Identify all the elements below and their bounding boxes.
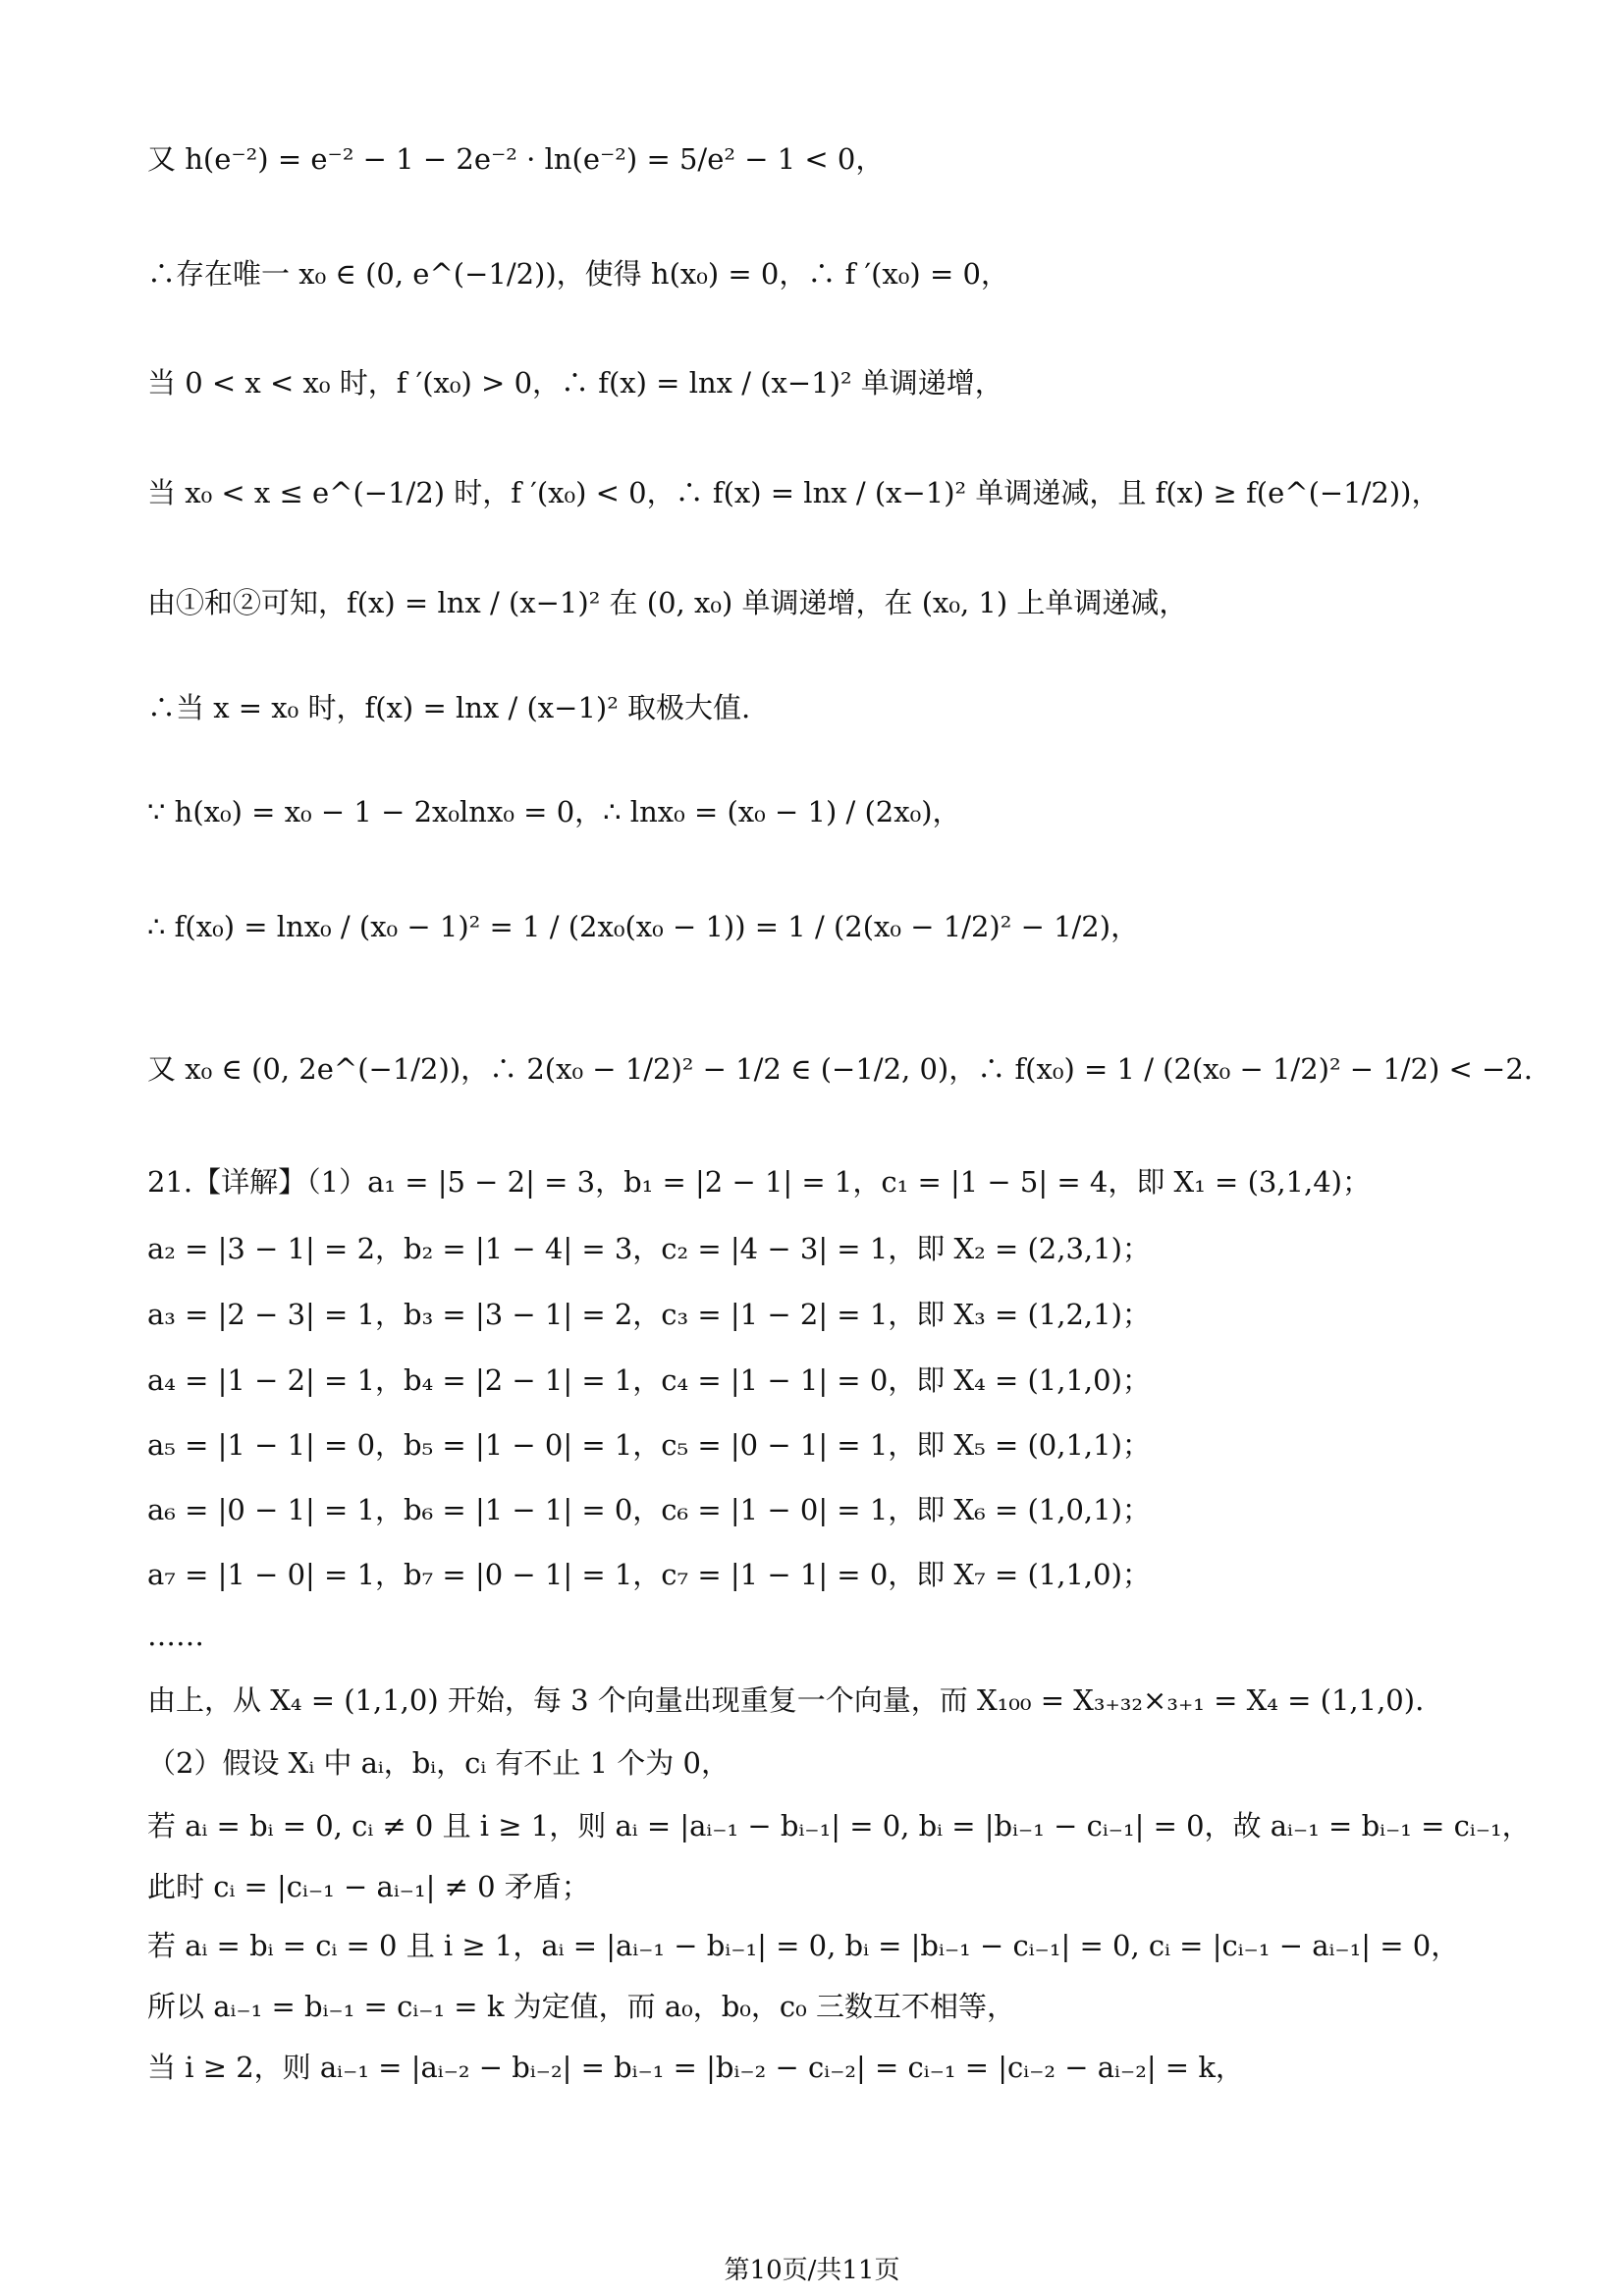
solution-line: 由①和②可知，f(x) = lnx / (x−1)² 在 (0, x₀) 单调递增，在 (x₀, 1) 上单调递减， [147,586,1188,619]
solution-line: 由上，从 X₄ = (1,1,0) 开始，每 3 个向量出现重复一个向量，而 X₁₀₀ = X₃₊₃₂×₃₊₁ = X₄ = (1,1,0). [147,1683,1425,1717]
solution-line: ∵ h(x₀) = x₀ − 1 − 2x₀lnx₀ = 0，∴ lnx₀ = (x₀ − 1) / (2x₀)， [147,795,961,828]
ellipsis-line: …… [147,1619,204,1652]
solution-line: ∴存在唯一 x₀ ∈ (0, e^(−1/2))，使得 h(x₀) = 0，∴ f ′(x₀) = 0， [147,257,1009,291]
solution-line: 当 x₀ < x ≤ e^(−1/2) 时，f ′(x₀) < 0，∴ f(x) = lnx / (x−1)² 单调递减，且 f(x) ≥ f(e^(−1/2))， [147,476,1440,509]
page-footer: 第10页/共11页 [724,2256,900,2285]
solution-line: ∴ f(x₀) = lnx₀ / (x₀ − 1)² = 1 / (2x₀(x₀ − 1)) = 1 / (2(x₀ − 1/2)² − 1/2)， [147,910,1140,943]
solution-line: a₅ = |1 − 1| = 0，b₅ = |1 − 0| = 1，c₅ = |0 − 1| = 1，即 X₅ = (0,1,1)； [147,1428,1151,1462]
solution-line: 又 h(e⁻²) = e⁻² − 1 − 2e⁻² · ln(e⁻²) = 5/e² − 1 < 0， [147,142,885,176]
solution-line: 此时 cᵢ = |cᵢ₋₁ − aᵢ₋₁| ≠ 0 矛盾； [147,1870,590,1903]
solution-line: 当 0 < x < x₀ 时，f ′(x₀) > 0，∴ f(x) = lnx / (x−1)² 单调递增， [147,366,1003,400]
solution-line: 当 i ≥ 2，则 aᵢ₋₁ = |aᵢ₋₂ − bᵢ₋₂| = bᵢ₋₁ = |bᵢ₋₂ − cᵢ₋₂| = cᵢ₋₁ = |cᵢ₋₂ − aᵢ₋₂| = k， [147,2051,1244,2084]
solution-line: 所以 aᵢ₋₁ = bᵢ₋₁ = cᵢ₋₁ = k 为定值，而 a₀，b₀，c₀ 三数互不相等， [147,1990,1016,2023]
solution-line: 若 aᵢ = bᵢ = cᵢ = 0 且 i ≥ 1，aᵢ = |aᵢ₋₁ − bᵢ₋₁| = 0, bᵢ = |bᵢ₋₁ − cᵢ₋₁| = 0, cᵢ = |cᵢ₋₁ − aᵢ₋₁| = 0， [147,1929,1460,1962]
solution-line: ∴当 x = x₀ 时，f(x) = lnx / (x−1)² 取极大值. [147,691,751,724]
solution-line: a₃ = |2 − 3| = 1，b₃ = |3 − 1| = 2，c₃ = |1 − 2| = 1，即 X₃ = (1,2,1)； [147,1298,1151,1331]
solution-line: 若 aᵢ = bᵢ = 0, cᵢ ≠ 0 且 i ≥ 1，则 aᵢ = |aᵢ₋₁ − bᵢ₋₁| = 0, bᵢ = |bᵢ₋₁ − cᵢ₋₁| = 0，故 aᵢ₋₁ = bᵢ₋₁ = cᵢ₋₁， [147,1809,1531,1842]
solution-line: a₂ = |3 − 1| = 2，b₂ = |1 − 4| = 3，c₂ = |4 − 3| = 1，即 X₂ = (2,3,1)； [147,1232,1151,1265]
solution-line: a₇ = |1 − 0| = 1，b₇ = |0 − 1| = 1，c₇ = |1 − 1| = 0，即 X₇ = (1,1,0)； [147,1558,1151,1591]
solution-line: a₆ = |0 − 1| = 1，b₆ = |1 − 1| = 0，c₆ = |1 − 0| = 1，即 X₆ = (1,0,1)； [147,1493,1151,1526]
solution-line: 又 x₀ ∈ (0, 2e^(−1/2))，∴ 2(x₀ − 1/2)² − 1/2 ∈ (−1/2, 0)，∴ f(x₀) = 1 / (2(x₀ − 1/2)² − 1/2) < −2. [147,1052,1534,1086]
part-2-line: （2）假设 Xᵢ 中 aᵢ，bᵢ，cᵢ 有不止 1 个为 0， [147,1746,730,1780]
problem-21-heading-line: 21.【详解】（1）a₁ = |5 − 2| = 3，b₁ = |2 − 1| = 1，c₁ = |1 − 5| = 4，即 X₁ = (3,1,4)； [147,1165,1371,1199]
solution-line: a₄ = |1 − 2| = 1，b₄ = |2 − 1| = 1，c₄ = |1 − 1| = 0，即 X₄ = (1,1,0)； [147,1363,1151,1397]
